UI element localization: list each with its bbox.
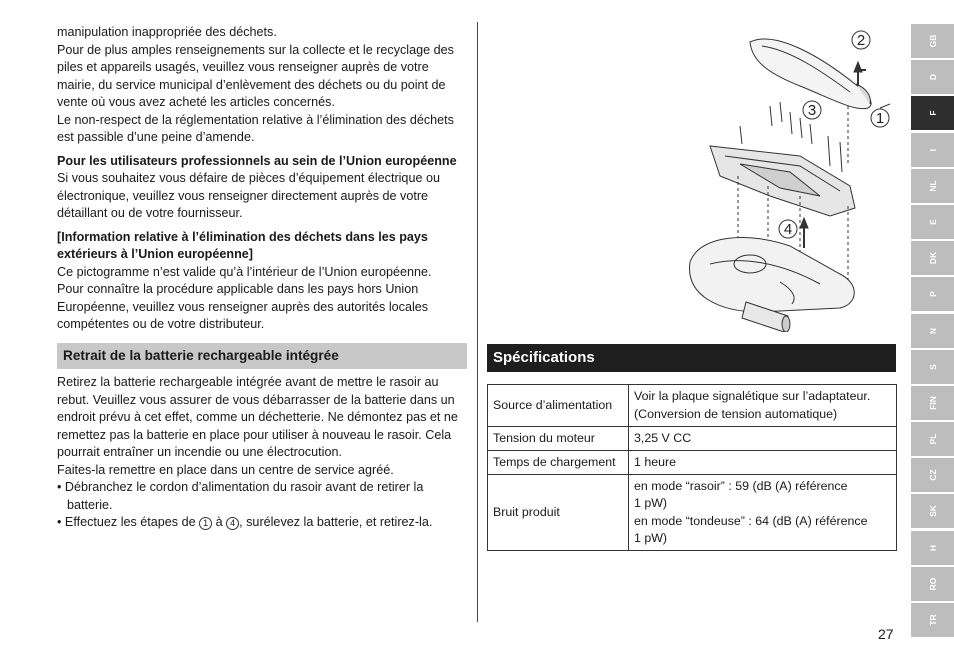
language-tab-pl[interactable]: PL bbox=[911, 422, 954, 456]
paragraph: Faites-la remettre en place dans un centre de service agréé. bbox=[57, 462, 394, 477]
paragraph: Pour connaître la procédure applicable dans les pays hors Union Européenne, veuillez vous renseigner auprès des autorités locales compétentes ou de votre distributeur. bbox=[57, 282, 429, 331]
language-tab-gb[interactable]: GB bbox=[911, 24, 954, 58]
spec-value: en mode “rasoir” : 59 (dB (A) référence 1 pW) en mode “tondeuse” : 64 (dB (A) référence 1 pW) bbox=[629, 475, 897, 551]
language-tab-n[interactable]: N bbox=[911, 314, 954, 348]
language-tab-s[interactable]: S bbox=[911, 350, 954, 384]
specifications-header bbox=[487, 344, 896, 372]
paragraph: Retirez la batterie rechargeable intégrée avant de mettre le rasoir au rebut. Veuillez vous assurer de vous débarrasser de la batterie dans un endroit prévu à cet effet, comme un déchetterie. Ne démontez pas et ne remettez pas la batterie en place pour utiliser à nouveau le rasoir. Cela pourrait entraîner un incendie ou une électrocution. bbox=[57, 375, 458, 459]
language-tab-nl[interactable]: NL bbox=[911, 169, 954, 203]
step-4-marker: 4 bbox=[226, 517, 239, 530]
specifications-table bbox=[487, 384, 897, 551]
paragraph: Le non-respect de la réglementation relative à l’élimination des déchets est passible d’une peine d’amende. bbox=[57, 112, 454, 144]
step-label: 4 bbox=[783, 221, 793, 238]
battery-section-title: Retrait de la batterie rechargeable intégrée bbox=[63, 348, 339, 363]
language-tab-sk[interactable]: SK bbox=[911, 494, 954, 528]
language-tab-f[interactable]: F bbox=[911, 96, 954, 130]
table-row bbox=[488, 475, 897, 551]
language-tab-fin[interactable]: FIN bbox=[911, 386, 954, 420]
paragraph: Si vous souhaitez vous défaire de pièces d’équipement électrique ou électronique, veuillez vous renseigner directement auprès de votre détaillant ou de votre fournisseur. bbox=[57, 171, 440, 220]
language-tab-d[interactable]: D bbox=[911, 60, 954, 94]
subheading-professional-users: Pour les utilisateurs professionnels au sein de l’Union européenne bbox=[57, 153, 457, 168]
spec-label: Source d’alimentation bbox=[488, 385, 629, 427]
paragraph: manipulation inappropriée des déchets. bbox=[57, 25, 277, 39]
language-tab-e[interactable]: E bbox=[911, 205, 954, 239]
spec-label: Temps de chargement bbox=[488, 451, 629, 475]
step-label: 2 bbox=[856, 32, 866, 49]
language-tabs bbox=[911, 24, 954, 639]
language-tab-i[interactable]: I bbox=[911, 133, 954, 167]
battery-section-text bbox=[57, 374, 467, 532]
language-tab-cz[interactable]: CZ bbox=[911, 458, 954, 492]
step-label: 1 bbox=[875, 110, 885, 127]
paragraph: Pour de plus amples renseignements sur la collecte et le recyclage des piles et appareils usagés, veuillez vous renseigner auprès de votre mairie, du service municipal d’enlèvement des déchets ou du point de vente où vous avez acheté les articles concernés. bbox=[57, 42, 454, 109]
step-1-marker: 1 bbox=[199, 517, 212, 530]
left-column-text bbox=[57, 24, 467, 334]
spec-label: Tension du moteur bbox=[488, 427, 629, 451]
battery-section-header bbox=[57, 343, 467, 369]
step-label: 3 bbox=[807, 102, 817, 119]
spec-value: Voir la plaque signalétique sur l’adaptateur. (Conversion de tension automatique) bbox=[629, 385, 897, 427]
subheading-outside-eu: [Information relative à l’élimination des déchets dans les pays extérieurs à l’Union européenne] bbox=[57, 229, 428, 261]
spec-value: 3,25 V CC bbox=[629, 427, 897, 451]
language-tab-h[interactable]: H bbox=[911, 531, 954, 565]
column-divider bbox=[477, 22, 478, 622]
specifications-title: Spécifications bbox=[493, 349, 595, 366]
page-number: 27 bbox=[878, 626, 894, 642]
battery-removal-illustration bbox=[680, 26, 900, 332]
table-row bbox=[488, 451, 897, 475]
paragraph: Ce pictogramme n’est valide qu’à l’intérieur de l’Union européenne. bbox=[57, 264, 432, 279]
bullet-item: • Débranchez le cordon d’alimentation du rasoir avant de retirer la batterie. bbox=[57, 480, 424, 512]
language-tab-tr[interactable]: TR bbox=[911, 603, 954, 637]
spec-value: 1 heure bbox=[629, 451, 897, 475]
table-row bbox=[488, 427, 897, 451]
table-row bbox=[488, 385, 897, 427]
language-tab-p[interactable]: P bbox=[911, 277, 954, 311]
spec-label: Bruit produit bbox=[488, 475, 629, 551]
language-tab-ro[interactable]: RO bbox=[911, 567, 954, 601]
bullet-item: • Effectuez les étapes de 1 à 4 , surélevez la batterie, et retirez-la. bbox=[57, 515, 433, 529]
language-tab-dk[interactable]: DK bbox=[911, 241, 954, 275]
